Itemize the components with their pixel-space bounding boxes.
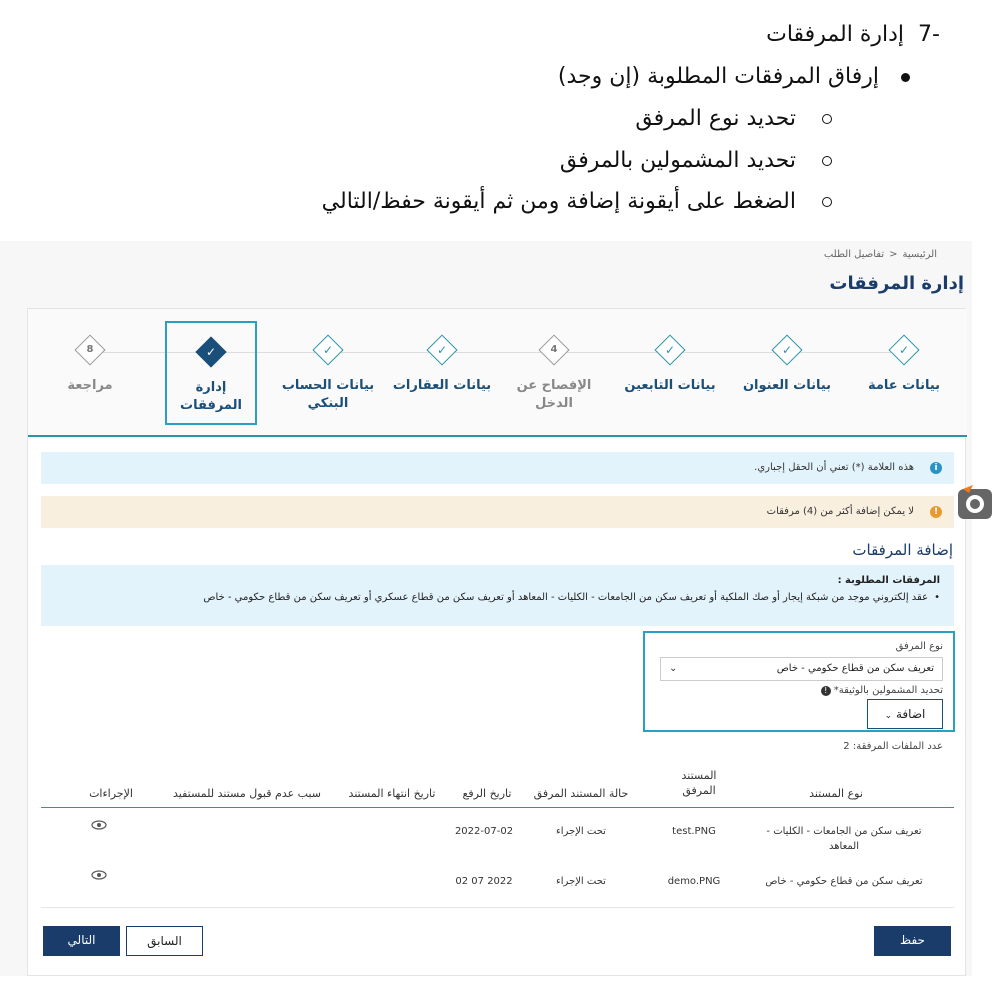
step-number-icon: 4	[538, 334, 569, 365]
info-alert-text: هذه العلامة (*) تعني أن الحقل إجباري.	[754, 462, 914, 473]
cell-status: تحت الإجراء	[556, 876, 606, 887]
instruction-heading-text: إدارة المرفقات	[766, 22, 905, 47]
instruction-sub-text: تحديد المشمولين بالمرفق	[559, 148, 796, 173]
instruction-bullet-text: إرفاق المرفقات المطلوبة (إن وجد)	[557, 64, 879, 89]
warning-icon: !	[930, 506, 942, 518]
step-label: بيانات الحساب البنكي	[281, 378, 375, 411]
cell-doc-type: تعريف سكن من الجامعات - الكليات - المعاهد	[766, 826, 922, 852]
add-dropdown-button[interactable]	[867, 699, 943, 729]
next-button[interactable]: التالي	[43, 926, 120, 956]
page-title: إدارة المرفقات	[829, 273, 964, 294]
attachments-table	[41, 764, 954, 908]
required-attachments	[41, 565, 954, 626]
step-label: بيانات عامة	[867, 378, 941, 393]
step-bank[interactable]	[273, 309, 383, 413]
circle-bullet-icon	[822, 156, 832, 166]
breadcrumb-current: تفاصيل الطلب	[823, 249, 885, 260]
header-attached-doc: المستند المرفق	[681, 769, 717, 797]
app-screenshot	[0, 241, 972, 976]
circle-bullet-icon	[822, 197, 832, 207]
eye-icon[interactable]	[91, 819, 107, 834]
required-item: • عقد إلكتروني موجد من شبكة إيجار أو صك الملكية أو تعريف سكن من الجامعات - الكليات - المعاهد أو تعريف سكن من قطاع عسكري أو تعريف سكن من قطاع حكومي - خاص	[55, 592, 940, 603]
header-upload-date: تاريخ الرفع	[462, 787, 512, 800]
step-check-icon: ✓	[312, 334, 343, 365]
step-check-icon: ✓	[654, 334, 685, 365]
cell-upload-date: 2022 07 02	[455, 876, 513, 887]
file-count: عدد الملفات المرفقة: 2	[843, 741, 943, 752]
step-general[interactable]	[849, 309, 959, 395]
required-title: المرفقات المطلوبة :	[837, 575, 940, 586]
add-button-label: اضافة	[896, 707, 926, 721]
attachment-form	[643, 631, 955, 732]
info-icon: i	[930, 462, 942, 474]
included-label-text: تحديد المشمولين بالوثيقة*	[833, 685, 943, 696]
chevron-down-icon: ⌄	[884, 711, 893, 721]
cell-file-link[interactable]: demo.PNG	[667, 876, 721, 887]
chevron-down-icon: ⌄	[669, 663, 678, 674]
step-label: إدارة المرفقات	[180, 380, 242, 413]
instruction-bullet	[558, 64, 910, 89]
step-label: بيانات العنوان	[742, 378, 832, 393]
breadcrumb	[824, 249, 937, 260]
step-dependents[interactable]	[615, 309, 725, 395]
header-expiry-date: تاريخ انتهاء المستند	[348, 787, 436, 800]
step-label: مراجعة	[67, 378, 113, 393]
instructions	[0, 0, 1000, 240]
table-row	[41, 808, 954, 858]
step-label: بيانات العقارات	[392, 378, 492, 393]
step-label: الإفصاح عن الدخل	[516, 378, 592, 411]
circle-bullet-icon	[822, 114, 832, 124]
step-check-icon: ✓	[426, 334, 457, 365]
previous-button[interactable]: السابق	[126, 926, 203, 956]
exclamation-icon: !	[821, 686, 831, 696]
table-header	[41, 764, 954, 808]
step-check-icon: ✓	[195, 336, 226, 367]
step-label: بيانات التابعين	[624, 378, 716, 393]
cell-status: تحت الإجراء	[556, 826, 606, 837]
bullet-icon	[901, 73, 910, 82]
table-row	[41, 858, 954, 908]
header-doc-type: نوع المستند	[809, 787, 863, 800]
attachment-type-value: تعريف سكن من قطاع حكومي - خاص	[776, 663, 934, 674]
eye-icon[interactable]	[91, 869, 107, 884]
watermark-logo-icon	[955, 483, 995, 523]
instruction-heading	[766, 22, 940, 47]
instruction-sub-3	[322, 189, 832, 214]
instruction-sub-2	[560, 148, 832, 173]
breadcrumb-home[interactable]: الرئيسية	[902, 249, 937, 260]
step-check-icon: ✓	[888, 334, 919, 365]
save-button[interactable]: حفظ	[874, 926, 951, 956]
header-doc-status: حالة المستند المرفق	[533, 787, 629, 800]
breadcrumb-separator-icon: <	[889, 249, 898, 260]
attachment-type-label: نوع المرفق	[895, 641, 943, 652]
attachment-type-select[interactable]	[660, 657, 943, 681]
instruction-sub-text: الضغط على أيقونة إضافة ومن ثم أيقونة حفظ/التالي	[321, 189, 796, 214]
main-card	[27, 308, 966, 976]
included-label	[821, 685, 943, 696]
step-number-icon: 8	[74, 334, 105, 365]
step-review[interactable]	[35, 309, 145, 395]
step-income[interactable]	[499, 309, 609, 413]
instruction-sub-1	[635, 106, 832, 131]
stepper	[28, 309, 967, 437]
instruction-sub-text: تحديد نوع المرفق	[635, 106, 796, 131]
section-title: إضافة المرفقات	[852, 541, 953, 559]
step-check-icon: ✓	[771, 334, 802, 365]
cell-upload-date: 2022-07-02	[454, 826, 514, 837]
cell-doc-type: تعريف سكن من قطاع حكومي - خاص	[765, 876, 923, 887]
step-properties[interactable]	[387, 309, 497, 395]
header-rejection-reason: سبب عدم قبول مستند للمستفيد	[173, 787, 321, 800]
warning-alert-text: لا يمكن إضافة أكثر من (4) مرفقات	[766, 506, 914, 517]
instruction-number: -7	[918, 22, 940, 47]
info-alert	[41, 452, 954, 484]
warning-alert	[41, 496, 954, 528]
step-address[interactable]	[732, 309, 842, 395]
step-attachments[interactable]	[165, 321, 257, 425]
cell-file-link[interactable]: test.PNG	[672, 826, 716, 837]
header-actions: الإجراءات	[89, 787, 133, 800]
